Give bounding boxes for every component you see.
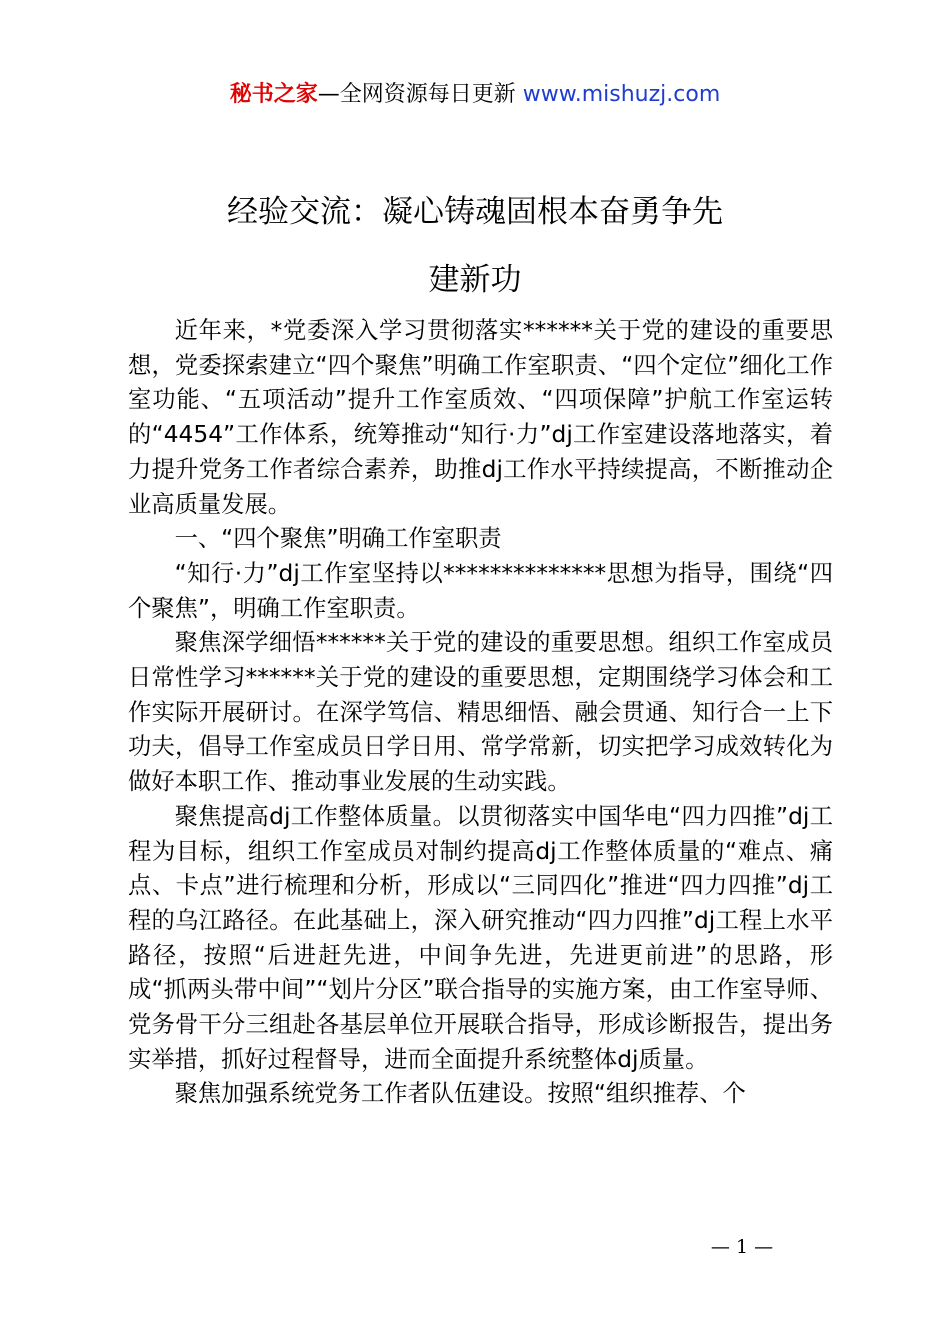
document-title-line-1: 经验交流：凝心铸魂固根本奋勇争先 — [227, 194, 723, 230]
paragraph: “知行·力”dj工作室坚持以**************思想为指导，围绕“四个聚焦”，明确工作室职责。 — [128, 559, 833, 622]
paragraph: 聚焦深学细悟******关于党的建设的重要思想。组织工作室成员日常性学习******关于党的建设的重要思想，定期围绕学习体会和工作实际开展研讨。在深学笃信、精思细悟、融会贯通、知行合一上下功夫，倡导工作室成员日学日用、常学常新，切实把学习成效转化为做好本职工作、推动事业发展的生动实践。 — [128, 629, 833, 796]
header-slogan: —全网资源每日更新 — [317, 82, 523, 107]
brand-name: 秘书之家 — [229, 82, 318, 107]
section-heading-1: 一、“四个聚焦”明确工作室职责 — [174, 525, 502, 553]
document-body — [128, 314, 833, 1112]
document-title-line-2: 建新功 — [428, 262, 522, 298]
site-header — [0, 80, 950, 110]
paragraph: 聚焦提高dj工作整体质量。以贯彻落实中国华电“四力四推”dj工程为目标，组织工作室成员对制约提高dj工作整体质量的“难点、痛点、卡点”进行梳理和分析，形成以“三同四化”推进“四力四推”dj工程的乌江路径。在此基础上，深入研究推动“四力四推”dj工程上水平路径，按照“后进赶先进，中间争先进，先进更前进”的思路，形成“抓两头带中间”“划片分区”联合指导的实施方案，由工作室导师、党务骨干分三组赴各基层单位开展联合指导，形成诊断报告，提出务实举措，抓好过程督导，进而全面提升系统整体dj质量。 — [128, 802, 833, 1073]
paragraph-intro: 近年来，*党委深入学习贯彻落实******关于党的建设的重要思想，党委探索建立“四个聚焦”明确工作室职责、“四个定位”细化工作室功能、“五项活动”提升工作室质效、“四项保障”护航工作室运转的“4454”工作体系，统筹推动“知行·力”dj工作室建设落地落实，着力提升党务工作者综合素养，助推dj工作水平持续提高，不断推动企业高质量发展。 — [128, 317, 833, 518]
site-url-link[interactable]: www.mishuzj.com — [522, 82, 721, 107]
page-number: — 1 — — [710, 1236, 774, 1258]
paragraph: 聚焦加强系统党务工作者队伍建设。按照“组织推荐、个 — [174, 1080, 746, 1108]
